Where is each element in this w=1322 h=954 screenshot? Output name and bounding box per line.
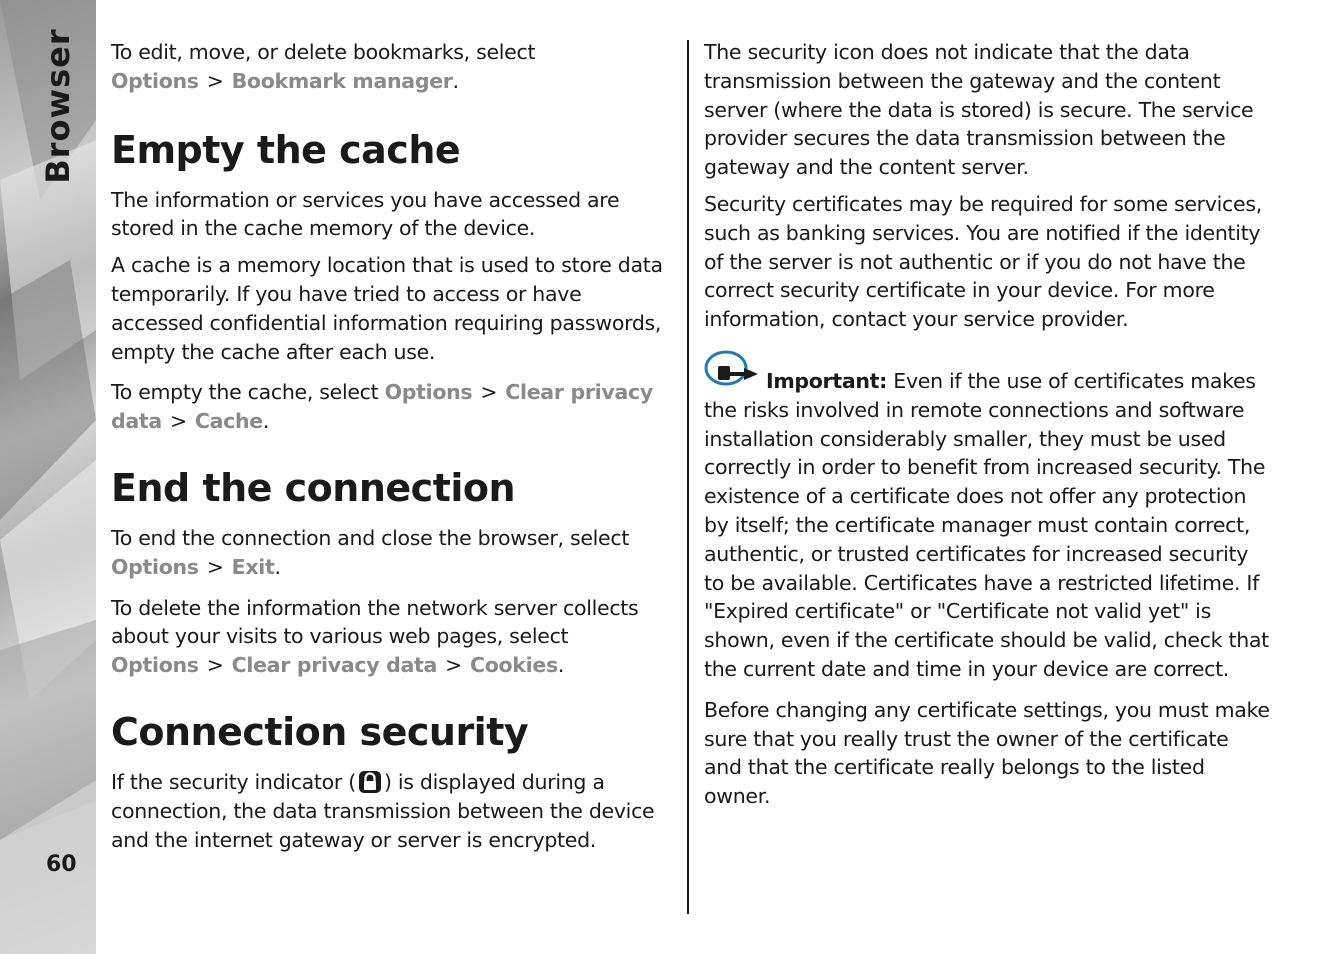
menu-clear-privacy-data: Clear privacy data (111, 380, 653, 434)
menu-options: Options (384, 380, 473, 405)
heading-empty-cache: Empty the cache (111, 127, 461, 172)
empty-cache-para-1: The information or services you have accessed are stored in the cache memory of the device. (111, 187, 620, 241)
menu-separator: > (445, 653, 462, 678)
menu-exit: Exit (231, 554, 275, 579)
menu-separator: > (480, 380, 498, 405)
column-divider (687, 40, 689, 914)
connection-security-para (111, 768, 677, 854)
important-hand-icon (704, 348, 764, 390)
menu-options: Options (111, 653, 199, 678)
security-icon-paragraph: The security icon does not indicate that the data transmission between the gateway and the content server (where the data is stored) is secure. The service provider secures the data transmission between the gateway and the content server. (704, 40, 1254, 180)
period: . (452, 68, 459, 93)
end-connection-para-1 (111, 524, 677, 582)
important-text: Even if the use of certificates makes the risks involved in remote connections and software installation considerably smaller, they must be used correctly in order to benefit from increased security. The existence of a certificate does not offer any protection by itself; the certificate manager must contain correct, authentic, or trusted certificates for increased security to be available. Certificates have a restricted lifetime. If "Expired certificate" or "Certificate not valid yet" is shown, even if the certificate should be valid, check that the current date and time in your device are correct. (704, 368, 1269, 681)
certificate-owner-paragraph: Before changing any certificate settings, you must make sure that you really trust the owner of the certificate and that the certificate really belongs to the listed owner. (704, 697, 1270, 809)
empty-cache-text: To empty the cache, select (111, 380, 385, 405)
page-number: 60 (46, 852, 77, 877)
period: . (557, 653, 565, 678)
menu-separator: > (206, 653, 224, 678)
menu-options: Options (111, 554, 199, 579)
important-note (704, 348, 1270, 684)
menu-separator: > (169, 409, 187, 434)
cookies-text: To delete the information the network server collects about your visits to various web pages, select (111, 595, 639, 649)
decorative-sidebar (0, 0, 96, 954)
period: . (274, 554, 281, 579)
lock-icon (357, 769, 383, 795)
menu-separator: > (206, 68, 224, 93)
certificates-paragraph: Security certificates may be required for some services, such as banking services. You are notified if the identity of the server is not authentic or if you do not have the correct security certificate in your device. For more information, contact your service provider. (704, 191, 1262, 332)
security-text-before: If the security indicator ( (111, 769, 356, 794)
empty-cache-para-2: A cache is a memory location that is used to store data temporarily. If you have tried to access or have accessed confidential information requiring passwords, empty the cache after each use. (111, 253, 663, 364)
heading-end-connection: End the connection (111, 465, 516, 510)
menu-cache: Cache (194, 409, 263, 434)
menu-cookies: Cookies (469, 653, 558, 678)
heading-connection-security: Connection security (111, 709, 529, 754)
menu-clear-privacy-data: Clear privacy data (231, 653, 438, 678)
menu-options: Options (111, 68, 199, 93)
end-connection-para-2 (111, 594, 677, 680)
important-label: Important: (766, 368, 888, 393)
right-column (704, 38, 1270, 819)
empty-cache-para-3 (111, 378, 677, 436)
left-column (111, 38, 677, 862)
menu-bookmark-manager: Bookmark manager (231, 68, 453, 93)
end-connection-text: To end the connection and close the browser, select (111, 525, 630, 550)
bookmarks-text: To edit, move, or delete bookmarks, select (111, 40, 536, 64)
period: . (262, 409, 270, 434)
menu-separator: > (206, 554, 224, 579)
section-tab: Browser (39, 28, 77, 184)
bookmarks-paragraph (111, 38, 677, 96)
security-text-after: ) is displayed during a connection, the data transmission between the device and the internet gateway or server is encrypted. (111, 769, 655, 852)
